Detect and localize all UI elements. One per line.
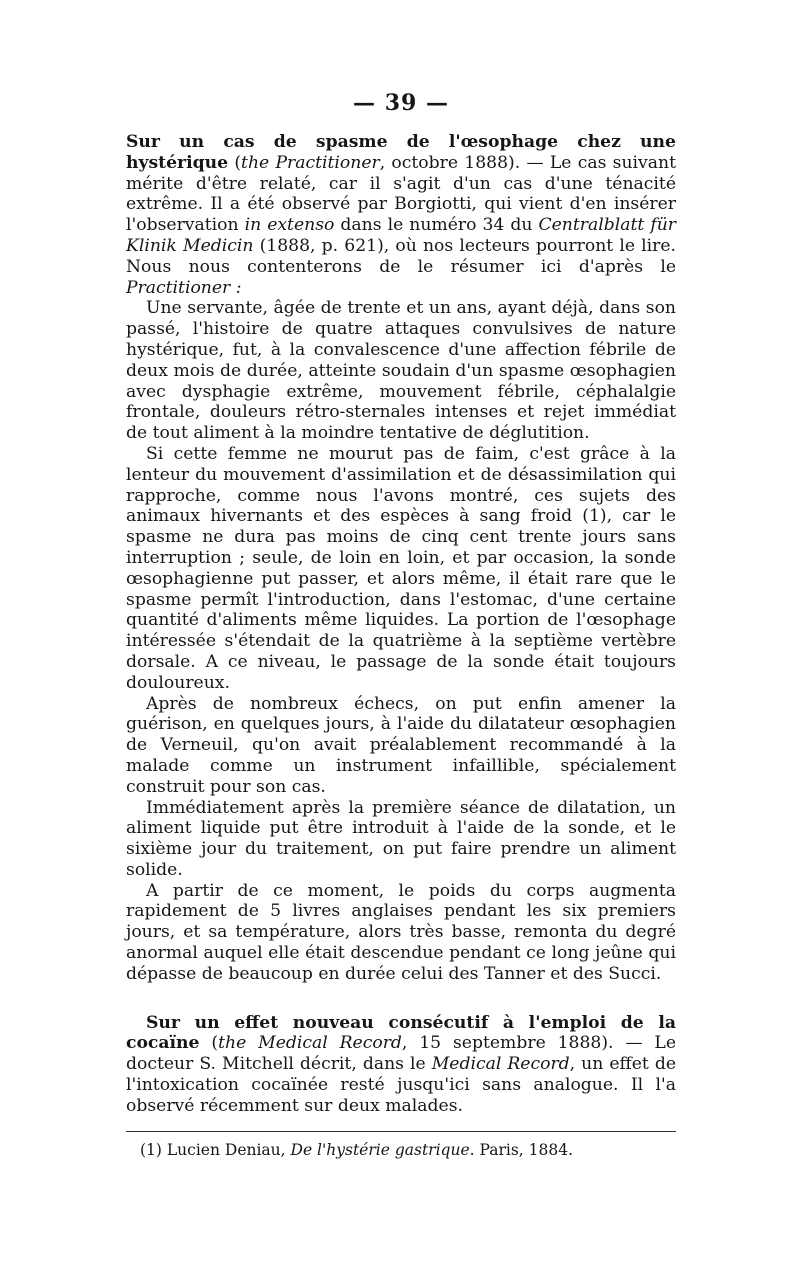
paragraph-4: Après de nombreux échecs, on put enfin amener la guérison, en quelques jours, à l'aide du dilatateur œsophagien de Verneuil, qu'on avait préalablement recommandé à la malade comme un instrument infaillible, spécialement construit pour son cas. [126, 693, 676, 797]
paren-open: ( [234, 152, 242, 173]
page-number: — 39 — [353, 90, 449, 116]
footnote-rule [126, 1131, 676, 1132]
paragraph-5: Immédiatement après la première séance de dilatation, un aliment liquide put être introduit à l'aide de la sonde, et le sixième jour du traitement, on put faire prendre un aliment solide. [126, 797, 676, 880]
section1-text-c: (1888, p. 621), où nos lecteurs pourront le lire. Nous nous contenterons de le résumer ici d'après le [126, 235, 676, 277]
footnote-place: . Paris, 1884. [469, 1140, 574, 1159]
in-extenso: in extenso [244, 215, 335, 236]
section2-source-2: Medical Record [431, 1054, 570, 1075]
paragraph-3: Si cette femme ne mourut pas de faim, c'est grâce à la lenteur du mouvement d'assimilation et de désassimilation qui rapproche, comme nous l'avons montré, ces sujets des animaux hivernants et des espèces à sang froid (1), car le spasme ne dura pas moins de cinq cent trente jours sans interruption ; seule, de loin en loin, et par occasion, la sonde œsophagienne put passer, et alors même, il était rare que le spasme permît l'introduction, dans l'estomac, d'une certaine quantité d'aliments même liquides. La portion de l'œsophage intéressée s'étendait de la quatrième à la septième vertèbre dorsale. A ce niveau, le passage de la sonde était toujours douloureux. [126, 443, 676, 693]
paren-open-2: ( [211, 1033, 219, 1054]
section2-text-a: , 15 septembre 1888). — Le docteur S. Mitchell décrit, dans le [126, 1033, 677, 1075]
body-text [126, 132, 676, 1117]
footnote-marker: (1) [140, 1140, 167, 1159]
paragraph-6: A partir de ce moment, le poids du corps augmenta rapidement de 5 livres anglaises pendant les six premiers jours, et sa température, alors très basse, remonta du degré anormal auquel elle était descendue pendant ce long jeûne qui dépasse de beaucoup en durée celui des Tanner et des Succi. [126, 880, 676, 984]
section1-title: Sur un cas de spasme de l'œsophage chez une hystérique [126, 132, 676, 173]
footnote-work: De l'hystérie gastrique [290, 1140, 470, 1159]
section2-source: the Medical Record [218, 1033, 402, 1054]
practitioner-ref: Practitioner : [126, 277, 242, 298]
section2-title: Sur un effet nouveau consécutif à l'emploi de la cocaïne [126, 1012, 676, 1054]
section2-paragraph [126, 1013, 676, 1117]
section1-text-b: dans le numéro 34 du [334, 215, 539, 236]
footnote [126, 1140, 676, 1160]
footnote-author: Lucien Deniau [166, 1140, 281, 1159]
section1-text-a: , octobre 1888). — Le cas suivant mérite d'être relaté, car il s'agit d'un cas d'une ténacité extrême. Il a été observé par Borgiotti, qui vient d'en insérer l'observation [126, 152, 676, 236]
book-page [126, 90, 676, 1175]
footnote-sep: , [280, 1140, 291, 1159]
section1-source: the Practitioner [241, 152, 380, 173]
section2-text-b: , un effet de l'intoxication cocaïnée resté jusqu'ici sans analogue. Il l'a observé récemment sur deux malades. [126, 1054, 676, 1116]
paragraph-2: Une servante, âgée de trente et un ans, ayant déjà, dans son passé, l'histoire de quatre attaques convulsives de nature hystérique, fut, à la convalescence d'une affection fébrile de deux mois de durée, atteinte soudain d'un spasme œsophagien avec dysphagie extrême, mouvement fébrile, céphalalgie frontale, douleurs rétro-sternales intenses et rejet immédiat de tout aliment à la moindre tentative de déglutition. [126, 298, 676, 444]
journal-name: Centralblatt für Klinik Medicin [126, 215, 676, 256]
section1-paragraph [126, 132, 676, 298]
